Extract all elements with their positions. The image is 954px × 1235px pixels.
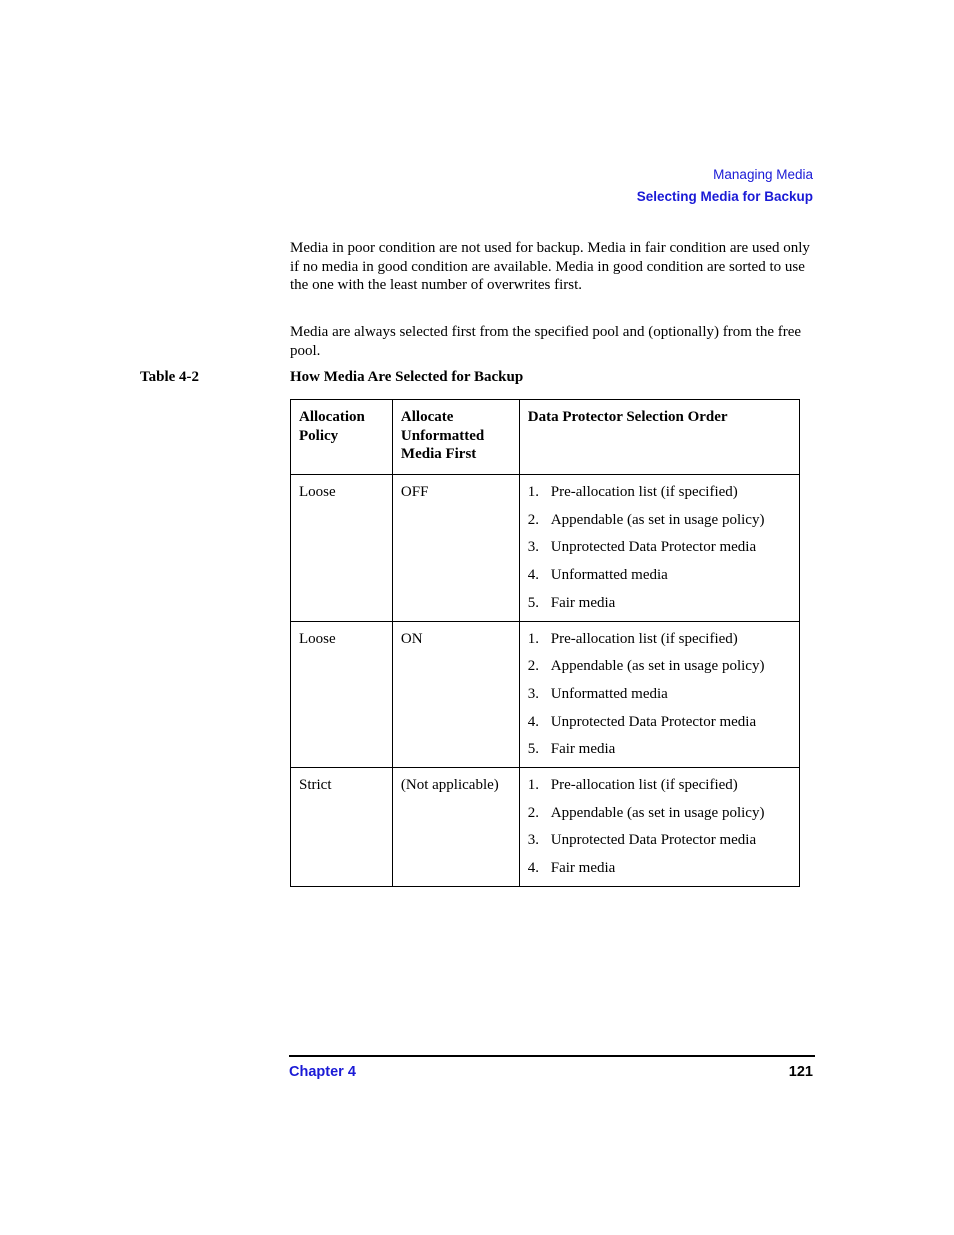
list-item: 2. Appendable (as set in usage policy) [527, 804, 765, 821]
table-title: How Media Are Selected for Backup [290, 369, 524, 385]
cell-policy: Strict [291, 768, 393, 887]
cell-selection-order [519, 768, 799, 887]
body-paragraph-1: Media in poor condition are not used for backup. Media in fair condition are used only if no media in good condition are available. Media in good condition are sorted to use the one with the least number of overwrites first. [290, 240, 810, 294]
running-header [637, 164, 813, 208]
cell-unformatted-first: OFF [392, 475, 519, 622]
list-item: 3. Unformatted media [527, 685, 668, 702]
table-row [291, 621, 800, 768]
list-item: 1. Pre-allocation list (if specified) [527, 630, 738, 647]
list-item: 3. Unprotected Data Protector media [527, 539, 757, 556]
selection-order-list [528, 630, 791, 760]
header-section-title: Managing Media [713, 167, 813, 182]
table-row [291, 475, 800, 622]
footer-page-number: 121 [788, 1064, 813, 1080]
list-item: 2. Appendable (as set in usage policy) [527, 511, 765, 528]
header-allocation-policy: Allocation Policy [291, 400, 393, 475]
list-item: 4. Unformatted media [527, 567, 668, 584]
table-label: Table 4-2 [140, 369, 200, 385]
footer-chapter: Chapter 4 [289, 1064, 356, 1080]
cell-selection-order [519, 475, 799, 622]
media-selection-table [290, 399, 800, 887]
cell-policy: Loose [291, 475, 393, 622]
list-item: 2. Appendable (as set in usage policy) [527, 658, 765, 675]
cell-selection-order [519, 621, 799, 768]
cell-unformatted-first: (Not applicable) [392, 768, 519, 887]
list-item: 5. Fair media [527, 594, 616, 611]
header-allocate-unformatted-first: Allocate Unformatted Media First [392, 400, 519, 475]
footer-divider [289, 1055, 815, 1057]
list-item: 1. Pre-allocation list (if specified) [527, 484, 738, 500]
table-row [291, 768, 800, 887]
body-paragraph-2: Media are always selected first from the specified pool and (optionally) from the free pool. [290, 324, 802, 359]
list-item: 3. Unprotected Data Protector media [527, 832, 757, 849]
list-item: 5. Fair media [527, 741, 616, 758]
list-item: 1. Pre-allocation list (if specified) [527, 777, 738, 794]
table-header-row [291, 400, 800, 475]
list-item: 4. Unprotected Data Protector media [527, 713, 757, 730]
header-subsection-title: Selecting Media for Backup [636, 189, 813, 204]
selection-order-list [528, 483, 791, 613]
list-item: 4. Fair media [527, 860, 616, 877]
selection-order-list [528, 776, 791, 878]
cell-unformatted-first: ON [392, 621, 519, 768]
cell-policy: Loose [291, 621, 393, 768]
header-selection-order: Data Protector Selection Order [519, 400, 799, 475]
